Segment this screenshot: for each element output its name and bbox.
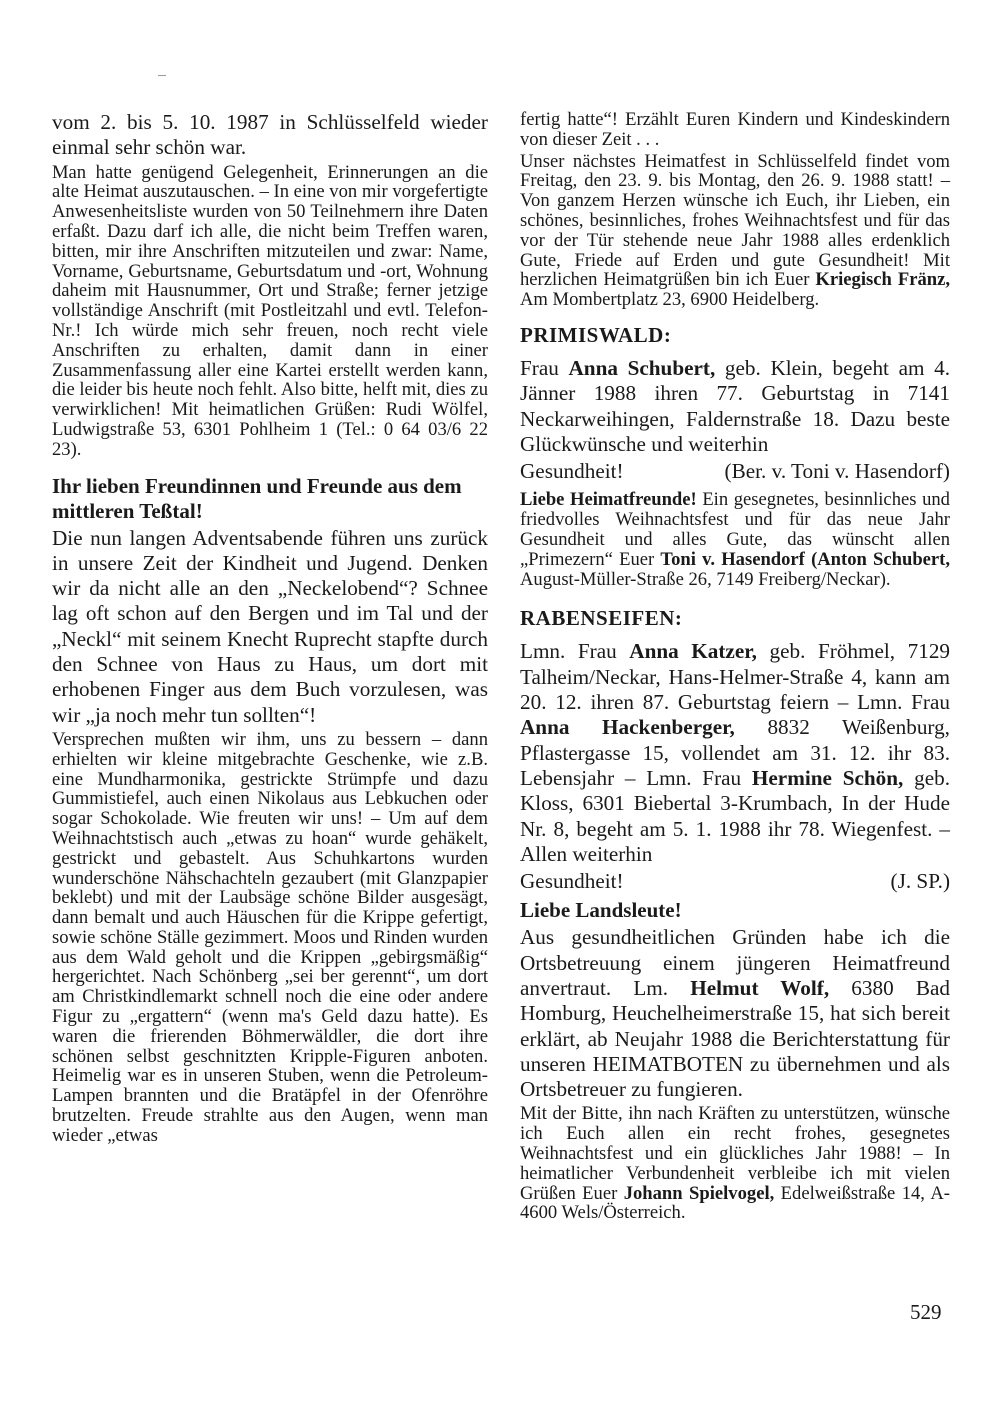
left-heading: Ihr lieben Freundinnen und Freunde aus dem mittleren Teßtal! [52,473,462,523]
right-heading-landsleute: Liebe Landsleute! [520,898,682,923]
section-heading-primiswald: PRIMISWALD: [520,322,672,347]
text-run: Am Mombertplatz 23, 6900 Heidelberg. [520,289,820,311]
text-run: Edelweißstraße 14, A-4600 Wels/Österreich. [520,1182,950,1224]
person-name: Anna Katzer, [629,639,757,664]
text-run: geb. Kloss, 6301 Biebertal 3-Krumbach, In der Hude Nr. 8, begeht am 5. 1. 1988 ihr 78. Wiegenfest. – Allen weiterhin [520,765,950,866]
left-paragraph-3: Die nun langen Adventsabende führen uns zurück in unsere Zeit der Kindheit und Jugend. Denken wir da nicht alle an den „Neckelobend“? Schnee lag oft schon auf den Bergen und im Tal und der „Neckl“ mit seinem Knecht Ruprecht stapfte durch den Schnee von Haus zu Haus, um dort mit erhobenen Finger aus dem Buch vorzulesen, was wir „ja noch mehr tun sollten“! [52,525,488,727]
text-run: 8832 Weißenburg, Pflastergasse 15, vollendet am 31. 12. ihr 83. Lebensjahr – Lmn. Frau [520,715,950,790]
text-run: Gesundheit! [520,459,624,484]
landsleute-paragraph-1 [520,925,950,1102]
text-run: Mit der Bitte, ihn nach Kräften zu unterstützen, wünsche ich Euch allen ein recht frohes, gesegnetes Weihnachtsfest und ein glückliches Jahr 1988! – In heimatlicher Verbundenheit verbleibe ich mit vielen Grüßen Euer [520,1103,950,1204]
person-name: Helmut Wolf, [690,976,830,1000]
text-run: Gesundheit! [520,869,624,894]
right-paragraph-2 [520,152,950,310]
left-paragraph-4: Versprechen mußten wir ihm, uns zu bessern – dann erhielten wir kleine mitgebrachte Geschenke, wie z.B. eine Mundharmonika, gestrickte Strümpfe und dazu Gummistiefel, auch einen Nikolaus aus Lebkuchen oder sogar Schokolade. Wie freuten wir uns! – Um auf dem Weihnachtstisch auch „etwas zu hoan“ wurde gehäkelt, gestrickt und gebastelt. Aus Schuhkartons wurden wunderschöne Nähschachteln gezaubert (mit Glanzpapier beklebt) und mit der Laubsäge schöne Bilder ausgesägt, dann bemalt und auch Häuschen für die Krippe gefertigt, sowie schöne Ställe gezimmert. Moos und Rinden wurden aus dem Wald geholt und die Krippen „gebirgsmäßig“ hergerichtet. Nach Schönberg „sei ber gerennt“, um dort am Christkindlemarkt schnell noch die eine oder andere Figur zu „ergattern“ (wenn ma's Geld dazu hatte). Es waren die frierenden Böhmerwäldler, die dort ihre schönen selbst geschnitzten Kripple-Figuren anboten. Heimelig war es in unseren Stuben, wenn die Petroleum-Lampen brannten und die Bratäpfel in der Ofenröhre brutzelten. Freude strahlte aus den Augen, wenn man wieder „etwas [52,728,488,1146]
text-run: 6380 Bad Homburg, Heuchelheimerstraße 15, hat sich bereit erklärt, ab Neujahr 1988 die Berichterstattung für unseren HEIMATBOTEN zu übernehmen und als Ortsbetreuer zu fungieren. [520,976,950,1102]
rabenseifen-paragraph-1 [520,639,950,867]
person-name: Anna Hackenberger, [520,715,735,740]
page-number: 529 [910,1300,942,1324]
left-paragraph-2: Man hatte genügend Gelegenheit, Erinnerungen an die alte Heimat auszutauschen. – In eine von mir vorgefertigte Anwesenheitsliste wurden von 50 Teilnehmern ihre Daten erfaßt. Dazu darf ich alle, die nicht beim Treffen waren, bitten, mir ihre Anschriften mitzuteilen und zwar: Name, Vorname, Geburtsname, Geburtsdatum und -ort, Wohnung daheim mit Hausnummer, Ort und Straße; ferner jetzige vollständige Anschrift (mit Postleitzahl und evtl. Telefon-Nr.! Ich würde mich sehr freuen, noch recht viele Anschriften zu erhalten, damit dann in einer Zusammenfassung aller eine Kartei erstellt werden kann, die leider bis heute noch fehlt. Also bitte, helft mit, dies zu verwirklichen! Mit heimatlichen Grüßen: Rudi Wölfel, Ludwigstraße 53, 6301 Pohlheim 1 (Tel.: 0 64 03/6 22 23). [52,161,488,460]
text-run: Unser nächstes Heimatfest in Schlüsselfeld findet vom Freitag, den 23. 9. bis Montag, den 26. 9. 1988 statt! – Von ganzem Herzen wünsche ich Euch, ihr Lieben, ein schönes, besinnliches, frohes Weihnachtsfest und für das vor der Tür stehende neue Jahr 1988 alles erdenklich Gute, Friede auf Erden und gute Gesundheit! Mit herzlichen Heimatgrüßen bin ich Euer [520,150,950,291]
landsleute-paragraph-2 [520,1104,950,1223]
credit: (Ber. v. Toni v. Hasendorf) [724,459,950,484]
text-run: Ein gesegnetes, besinnliches und friedvolles Weihnachtsfest und für das neue Jahr Gesundheit und alles Gute, das wünscht allen „Primezern“ Euer [520,489,950,570]
text-run: Frau [520,355,569,380]
primiswald-closing-line [520,459,950,484]
section-heading-rabenseifen: RABENSEIFEN: [520,606,683,631]
text-run: geb. Klein, begeht am 4. Jänner 1988 ihren 77. Geburtstag in 7141 Neckarweihingen, Faldernstraße 18. Dazu beste Glückwünsche und weiterhin [520,355,950,456]
left-column [52,110,488,1148]
scan-mark [158,75,166,76]
rabenseifen-closing-line [520,869,950,894]
text-run: geb. Fröhmel, 7129 Talheim/Neckar, Hans-Helmer-Straße 4, kann am 20. 12. ihren 87. Geburtstag feiern – Lmn. Frau [520,639,951,715]
text-run: Lmn. Frau [520,639,630,664]
person-name: Anna Schubert, [568,355,716,380]
text-run: Aus gesundheitlichen Gründen habe ich die Ortsbetreuung einem jüngeren Heimatfreund anvertraut. Lm. [520,925,950,1000]
person-name: Kriegisch Fränz, [815,269,950,291]
person-name: Hermine Schön, [751,765,904,790]
credit: (J. SP.) [890,869,950,894]
greeting: Liebe Heimatfreunde! [520,489,697,511]
right-paragraph-1: fertig hatte“! Erzählt Euren Kindern und Kindeskindern von dieser Zeit . . . [520,109,950,150]
left-paragraph-1: vom 2. bis 5. 10. 1987 in Schlüsselfeld wieder einmal sehr schön war. [52,110,488,160]
primiswald-paragraph-1 [520,356,950,457]
person-name: Johann Spielvogel, [623,1182,775,1204]
text-run: August-Müller-Straße 26, 7149 Freiberg/Neckar). [520,568,891,590]
primiswald-paragraph-2 [520,490,950,589]
right-column [520,110,950,1225]
person-name: Toni v. Hasendorf (Anton Schubert, [660,548,951,570]
